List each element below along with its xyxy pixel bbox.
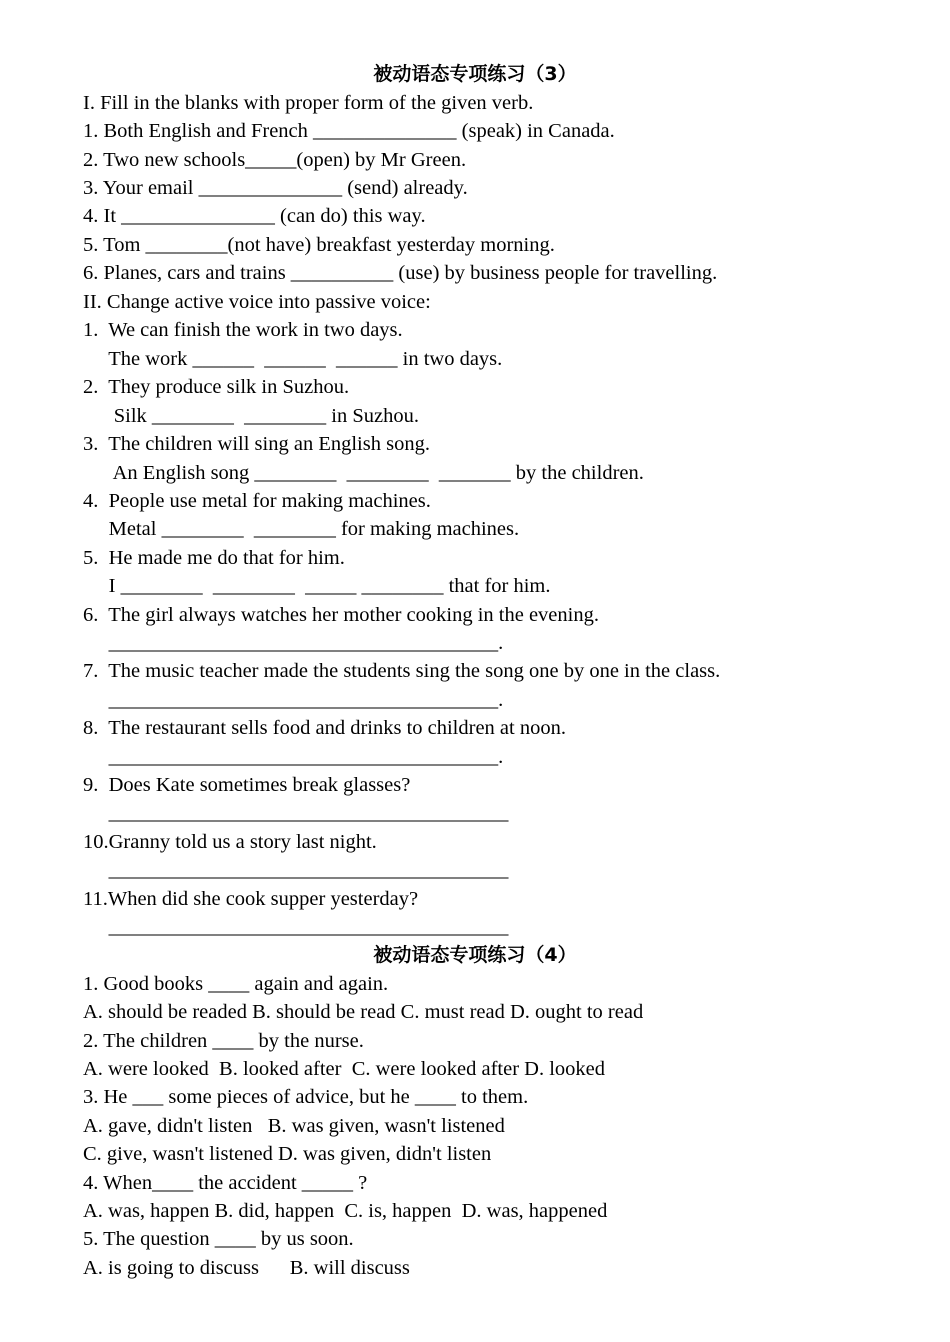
passive-question-8: 8. The restaurant sells food and drinks to children at noon. [83, 717, 566, 739]
passive-question-1: 1. We can finish the work in two days. [83, 319, 403, 341]
choice-question-3: 3. He ___ some pieces of advice, but he ____ to them. [83, 1086, 529, 1108]
passive-question-11: 11.When did she cook supper yesterday? [83, 888, 419, 910]
fill-question-6: 6. Planes, cars and trains __________ (use) by business people for travelling. [83, 262, 718, 284]
fill-question-3: 3. Your email ______________ (send) already. [83, 177, 468, 199]
choice-options-1: A. should be readed B. should be read C. must read D. ought to read [83, 1001, 644, 1023]
instruction-passive-voice: II. Change active voice into passive voice: [83, 291, 431, 313]
passive-question-9: 9. Does Kate sometimes break glasses? [83, 774, 411, 796]
passive-answer-4: Metal ________ ________ for making machines. [83, 518, 520, 540]
passive-question-2: 2. They produce silk in Suzhou. [83, 376, 350, 398]
passive-question-7: 7. The music teacher made the students sing the song one by one in the class. [83, 660, 721, 682]
fill-question-2: 2. Two new schools_____(open) by Mr Green. [83, 149, 467, 171]
passive-answer-2: Silk ________ ________ in Suzhou. [83, 405, 419, 427]
passive-answer-line-7: ______________________________________. [83, 689, 504, 711]
choice-options-3a: A. gave, didn't listen B. was given, wasn't listened [83, 1115, 505, 1137]
passive-question-6: 6. The girl always watches her mother cooking in the evening. [83, 604, 599, 626]
passive-question-4: 4. People use metal for making machines. [83, 490, 431, 512]
choice-options-4: A. was, happen B. did, happen C. is, happen D. was, happened [83, 1200, 608, 1222]
passive-answer-line-8: ______________________________________. [83, 746, 504, 768]
passive-answer-3: An English song ________ ________ _______ by the children. [83, 462, 644, 484]
instruction-fill-blanks: I. Fill in the blanks with proper form of the given verb. [83, 92, 534, 114]
passive-answer-5: I ________ ________ _____ ________ that for him. [83, 575, 551, 597]
fill-question-4: 4. It _______________ (can do) this way. [83, 205, 426, 227]
section-4-title: 被动语态专项练习（4） [373, 944, 577, 966]
choice-question-2: 2. The children ____ by the nurse. [83, 1030, 364, 1052]
choice-options-5: A. is going to discuss B. will discuss [83, 1257, 410, 1279]
fill-question-5: 5. Tom ________(not have) breakfast yesterday morning. [83, 234, 555, 256]
passive-question-3: 3. The children will sing an English song. [83, 433, 430, 455]
passive-question-10: 10.Granny told us a story last night. [83, 831, 377, 853]
passive-answer-1: The work ______ ______ ______ in two days. [83, 348, 503, 370]
choice-question-4: 4. When____ the accident _____ ? [83, 1172, 368, 1194]
choice-options-3b: C. give, wasn't listened D. was given, didn't listen [83, 1143, 492, 1165]
fill-question-1: 1. Both English and French ______________ (speak) in Canada. [83, 120, 615, 142]
passive-answer-line-6: ______________________________________. [83, 632, 504, 654]
passive-answer-line-11: _______________________________________ [83, 916, 509, 938]
passive-question-5: 5. He made me do that for him. [83, 547, 345, 569]
section-3-title: 被动语态专项练习（3） [373, 63, 577, 85]
choice-options-2: A. were looked B. looked after C. were looked after D. looked [83, 1058, 606, 1080]
choice-question-1: 1. Good books ____ again and again. [83, 973, 389, 995]
passive-answer-line-9: _______________________________________ [83, 802, 509, 824]
choice-question-5: 5. The question ____ by us soon. [83, 1228, 354, 1250]
passive-answer-line-10: _______________________________________ [83, 859, 509, 881]
